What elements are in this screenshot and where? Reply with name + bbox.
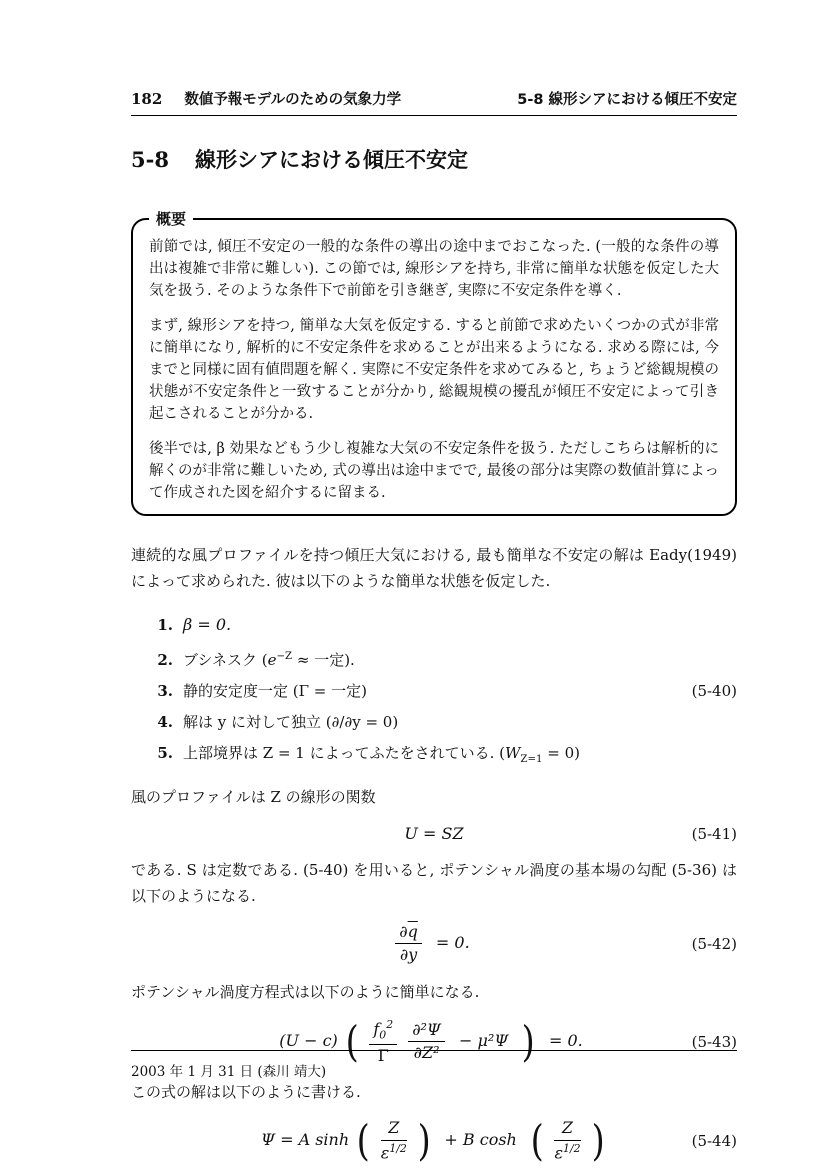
before-543-paragraph: ポテンシャル渦度方程式は以下のように簡単になる.	[131, 982, 480, 1001]
math-subscript: 0	[379, 1028, 387, 1042]
open-paren: (	[530, 1115, 544, 1165]
equation-body	[279, 1017, 588, 1067]
close-paren: )	[417, 1115, 431, 1165]
equation-541	[131, 824, 737, 843]
equation-number: (5-44)	[691, 1131, 737, 1150]
math-var: e	[267, 651, 277, 669]
item-number: 2.	[157, 651, 173, 669]
close-paren: )	[522, 1017, 536, 1067]
item-text: β = 0.	[183, 615, 232, 634]
fraction-denominator: ∂Z²	[413, 1043, 440, 1063]
equation-body	[392, 922, 475, 965]
equation-number-540: (5-40)	[691, 682, 737, 700]
intro-paragraph: 連続的な風プロファイルを持つ傾圧大気における, 最も簡単な不安定の解は Eady(1949) によって求められた. 彼は以下のような簡単な状態を仮定した.	[131, 546, 737, 590]
item-text-post: = 0)	[542, 744, 581, 762]
list-item-1	[151, 614, 737, 636]
math-var: ε	[554, 1142, 564, 1162]
equation-plus: + B cosh	[444, 1130, 517, 1150]
fraction-denominator: ∂y	[399, 945, 418, 965]
math-superscript: 2	[386, 1017, 394, 1031]
wind-profile-paragraph: 風のプロファイルは Z の線形の関数	[131, 788, 376, 806]
equation-number: (5-41)	[691, 824, 737, 843]
fraction	[554, 1119, 580, 1162]
page-number: 182	[131, 90, 163, 108]
header-section-ref: 5-8 線形シアにおける傾圧不安定	[517, 92, 737, 108]
math-superscript: 1/2	[389, 1141, 407, 1155]
equation-number: (5-42)	[691, 934, 737, 953]
math-var: ε	[380, 1142, 390, 1162]
section-heading	[131, 144, 737, 174]
assumptions-list	[131, 614, 737, 770]
list-item-3	[151, 681, 737, 702]
fraction	[381, 1119, 407, 1162]
equation-body	[260, 1115, 607, 1165]
fraction-numerator	[369, 1019, 397, 1045]
partial-symbol: ∂	[399, 922, 408, 941]
item-text: 解は y に対して独立 (∂/∂y = 0)	[183, 713, 399, 731]
book-title: 数値予報モデルのための気象力学	[184, 92, 402, 108]
section-title: 線形シアにおける傾圧不安定	[194, 148, 468, 172]
fraction-numerator: Z	[381, 1119, 407, 1140]
list-item-5	[151, 743, 737, 770]
footer-date: 2003 年 1 月 31 日 (森川 靖大)	[131, 1064, 327, 1080]
header-rule	[131, 115, 737, 116]
item-text-pre: 上部境界は Z = 1 によってふたをされている. (	[183, 744, 505, 762]
fraction-numerator: Z	[554, 1119, 580, 1140]
q-bar: $\overline{q}$	[407, 922, 418, 941]
after-541-paragraph: である. S は定数である. (5-40) を用いると, ポテンシャル渦度の基本場の勾配 (5-36) は以下のようになる.	[131, 861, 737, 905]
before-544-paragraph: この式の解は以下のように書ける.	[131, 1083, 361, 1102]
equation-rhs: = 0.	[548, 1031, 583, 1051]
math-superscript: −Z	[276, 651, 293, 662]
item-text	[183, 646, 355, 671]
open-paren: (	[345, 1017, 359, 1067]
overview-paragraph-2: まず, 線形シアを持つ, 簡単な大気を仮定する. すると前節で求めたいくつかの式が非常に簡単になり, 解析的に不安定条件を求めることが出来るようになる. 求める際には, 今までと同様に固有値問題を解く. 実際に不安定条件を求めてみると, ちょうど総観規模の状態が不安定条件と一致することが分かり, 総観規模の擾乱が傾圧不安定によって引き起こされることが分かる.	[149, 318, 719, 422]
fraction-numerator	[395, 923, 422, 944]
header-row	[131, 88, 737, 109]
item-number: 4.	[157, 713, 173, 731]
equation-middle: − μ²Ψ	[459, 1031, 509, 1051]
math-var: f	[373, 1019, 380, 1039]
equation-number: (5-43)	[691, 1032, 737, 1051]
equation-544	[131, 1115, 737, 1165]
item-number: 1.	[157, 616, 173, 634]
math-var: W	[505, 744, 521, 762]
running-header	[131, 0, 737, 116]
page-footer	[131, 1050, 737, 1080]
equation-rhs: = 0.	[435, 933, 470, 953]
content-column	[131, 0, 737, 1169]
fraction-denominator	[554, 1141, 580, 1163]
list-item-4	[151, 712, 737, 733]
item-text-post: ≈ 一定).	[292, 651, 355, 669]
close-paren: )	[591, 1115, 605, 1165]
item-text	[183, 743, 580, 770]
math-subscript: Z=1	[520, 754, 543, 765]
list-item-2	[151, 646, 737, 671]
fraction	[395, 923, 422, 965]
item-text-pre: ブシネスク (	[183, 651, 268, 669]
section-number: 5-8	[131, 147, 169, 172]
item-text: 静的安定度一定 (Γ = 一定)	[183, 682, 367, 700]
equation-lhs: Ψ = A sinh	[260, 1130, 350, 1150]
math-superscript: 1/2	[563, 1141, 581, 1155]
equation-542	[131, 923, 737, 965]
overview-box	[131, 210, 737, 516]
fraction-numerator: ∂²Ψ	[408, 1021, 445, 1042]
item-number: 5.	[157, 744, 173, 762]
item-number: 3.	[157, 682, 173, 700]
fraction-denominator: Γ	[377, 1045, 389, 1065]
open-paren: (	[356, 1115, 370, 1165]
equation-prefix: (U − c)	[279, 1031, 338, 1051]
fraction-denominator	[381, 1141, 407, 1163]
equation-body: U = SZ	[404, 824, 464, 843]
overview-box-label: 概要	[149, 210, 193, 228]
overview-paragraph-1: 前節では, 傾圧不安定の一般的な条件の導出の途中までおこなった. (一般的な条件の導出は複雑で非常に難しい). この節では, 線形シアを持ち, 非常に簡単な状態を仮定した大気を扱う. そのような条件下で前節を引き継ぎ, 実際に不安定条件を導く.	[149, 239, 719, 299]
overview-paragraph-3: 後半では, β 効果などもう少し複雑な大気の不安定条件を扱う. ただしこちらは解析的に解くのが非常に難しいため, 式の導出は途中までで, 最後の部分は実際の数値計算によって作成された図を紹介するに留まる.	[149, 441, 719, 501]
